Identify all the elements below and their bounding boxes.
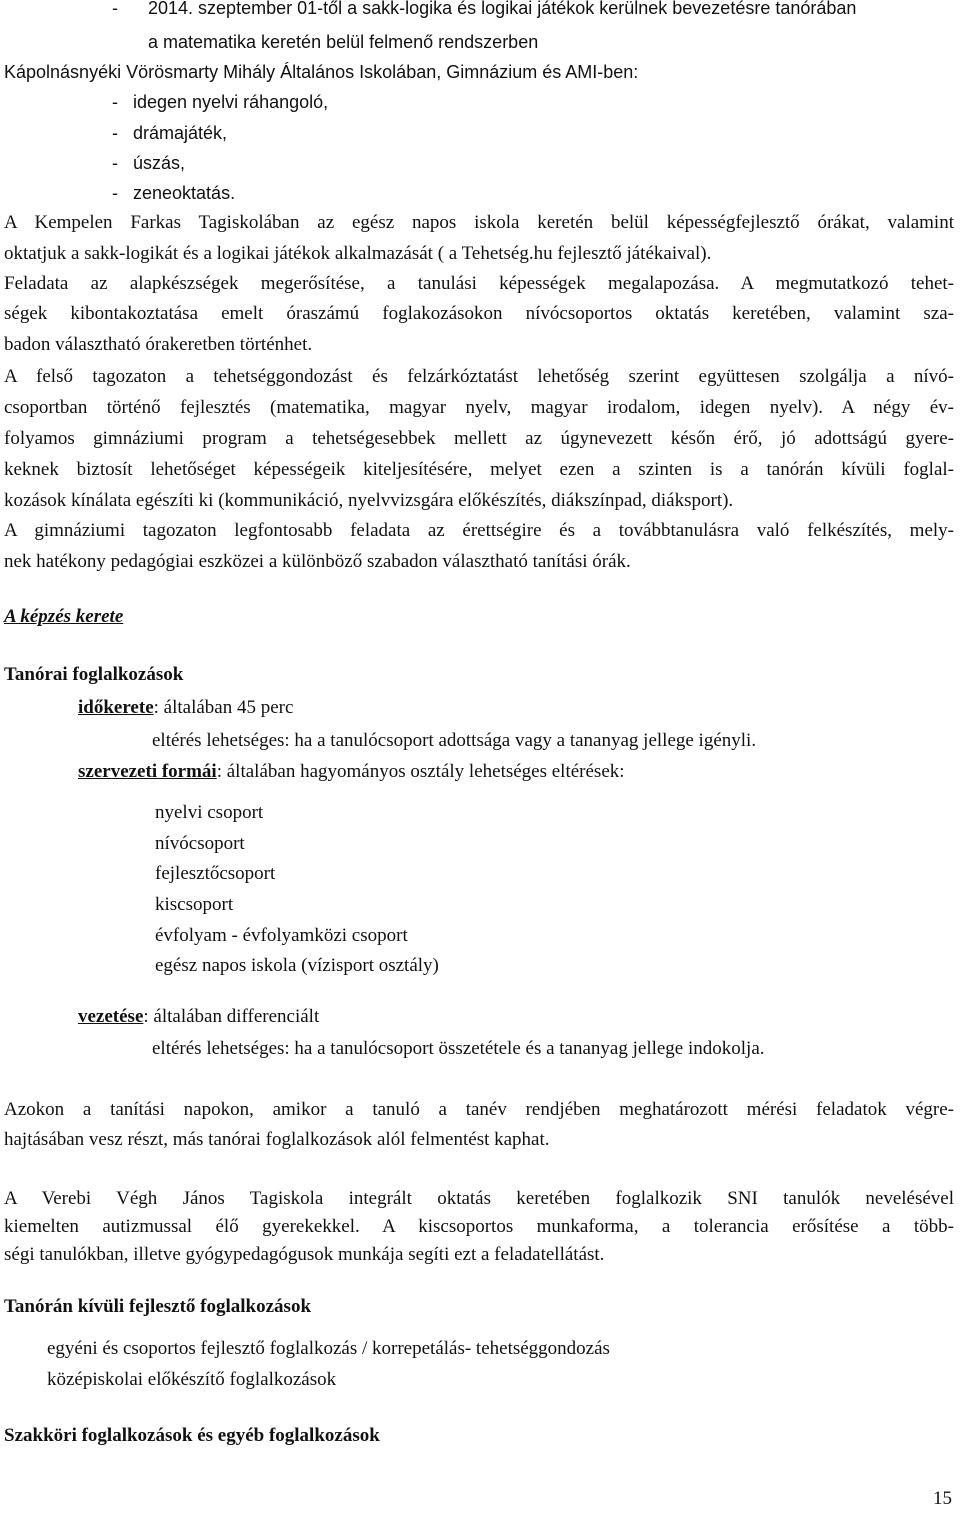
paragraph-line: hajtásában vesz részt, más tanórai foglalkozások alól felmentést kaphat. <box>4 1129 550 1150</box>
list-item-2014-line1: 2014. szeptember 01-től a sakk-logika és logikai játékok kerülnek bevezetésre tanórában <box>148 0 857 18</box>
idokerete-value: : általában 45 perc <box>153 697 294 718</box>
formai-list-item: egész napos iskola (vízisport osztály) <box>155 955 439 976</box>
idokerete-row <box>78 693 293 723</box>
paragraph-line: A gimnáziumi tagozaton legfontosabb feladata az érettségire és a továbbtanulásra való felkészítés, mely- <box>4 520 954 541</box>
paragraph-line: A Verebi Végh János Tagiskola integrált oktatás keretében foglalkozik SNI tanulók nevelésével <box>4 1188 954 1209</box>
list-item: középiskolai előkészítő foglalkozások <box>47 1369 337 1390</box>
formai-row <box>78 757 625 787</box>
formai-value: : általában hagyományos osztály lehetséges eltérések: <box>216 761 625 782</box>
list-item: egyéni és csoportos fejlesztő foglalkozás / korrepetálás- tehetséggondozás <box>47 1338 610 1359</box>
page-number: 15 <box>933 1488 952 1509</box>
list-dash: - <box>112 0 118 18</box>
paragraph-line: A felső tagozaton a tehetséggondozást és felzárkóztatást lehetőség szerint együttesen szolgálja a nívó- <box>4 366 954 387</box>
paragraph-line: badon választható órakeretben történhet. <box>4 334 313 355</box>
vezetese-row <box>78 1002 319 1032</box>
paragraph-line: oktatjuk a sakk-logikát és a logikai játékok alkalmazását ( a Tehetség.hu fejlesztő játékaival). <box>4 243 712 264</box>
sub-list-item: - zeneoktatás. <box>112 183 236 203</box>
formai-list-item: évfolyam - évfolyamközi csoport <box>155 925 408 946</box>
sub-list-item: - úszás, <box>112 153 186 173</box>
paragraph-line: ségek kibontakoztatása emelt óraszámú foglakozásokon nívócsoportos oktatás keretében, valamint sza- <box>4 303 954 324</box>
vezetese-value: : általában differenciált <box>143 1006 320 1027</box>
paragraph-line: ségi tanulókban, illetve gyógypedagógusok munkája segíti ezt a feladatellátást. <box>4 1244 605 1265</box>
formai-list-item: nívócsoport <box>155 833 245 854</box>
formai-list-item: kiscsoport <box>155 894 234 915</box>
formai-label: szervezeti formái <box>78 761 217 782</box>
paragraph-line: Feladata az alapkészségek megerősítése, a tanulási képességek megalapozása. A megmutatkozó tehet- <box>4 273 954 294</box>
list-item-2014-line2: a matematika keretén belül felmenő rendszerben <box>148 32 539 52</box>
section-heading: A képzés kerete <box>4 606 124 627</box>
vezetese-note: eltérés lehetséges: ha a tanulócsoport összetétele és a tananyag jellege indokolja. <box>152 1038 765 1059</box>
paragraph-line: keknek biztosít lehetőséget képességeik kiteljesítésére, melyet ezen a szinten is a tanórán kívüli foglal- <box>4 459 954 480</box>
idokerete-note: eltérés lehetséges: ha a tanulócsoport adottsága vagy a tananyag jellege igényli. <box>152 730 757 751</box>
paragraph-line: kiemelten autizmussal élő gyerekekkel. A kiscsoportos munkaforma, a tolerancia erősítése a több- <box>4 1216 954 1237</box>
subsection-heading: Szakköri foglalkozások és egyéb foglalkozások <box>4 1425 380 1446</box>
formai-list-item: fejlesztőcsoport <box>155 863 276 884</box>
sub-list-item: - drámajáték, <box>112 123 228 143</box>
subsection-heading: Tanórai foglalkozások <box>4 664 184 685</box>
paragraph-line: A Kempelen Farkas Tagiskolában az egész napos iskola keretén belül képességfejlesztő órákat, valamint <box>4 212 954 233</box>
paragraph-line: csoportban történő fejlesztés (matematika, magyar nyelv, magyar irodalom, idegen nyelv). A négy év- <box>4 397 954 418</box>
paragraph-line: kozások kínálata egészíti ki (kommunikáció, nyelvvizsgára előkészítés, diákszínpad, diáksport). <box>4 490 734 511</box>
sub-list-item: - idegen nyelvi ráhangoló, <box>112 92 329 112</box>
vezetese-label: vezetése <box>78 1006 144 1027</box>
paragraph-line: Azokon a tanítási napokon, amikor a tanuló a tanév rendjében meghatározott mérési feladatok végre- <box>4 1099 954 1120</box>
idokerete-label: időkerete <box>78 697 154 718</box>
paragraph-line: folyamos gimnáziumi program a tehetségesebbek mellett az úgynevezett későn érő, jó adottságú gyere- <box>4 428 954 449</box>
school-line: Kápolnásnyéki Vörösmarty Mihály Általános Iskolában, Gimnázium és AMI-ben: <box>4 62 639 82</box>
paragraph-line: nek hatékony pedagógiai eszközei a különböző szabadon választható tanítási órák. <box>4 551 631 572</box>
formai-list-item: nyelvi csoport <box>155 802 264 823</box>
subsection-heading: Tanórán kívüli fejlesztő foglalkozások <box>4 1296 312 1317</box>
